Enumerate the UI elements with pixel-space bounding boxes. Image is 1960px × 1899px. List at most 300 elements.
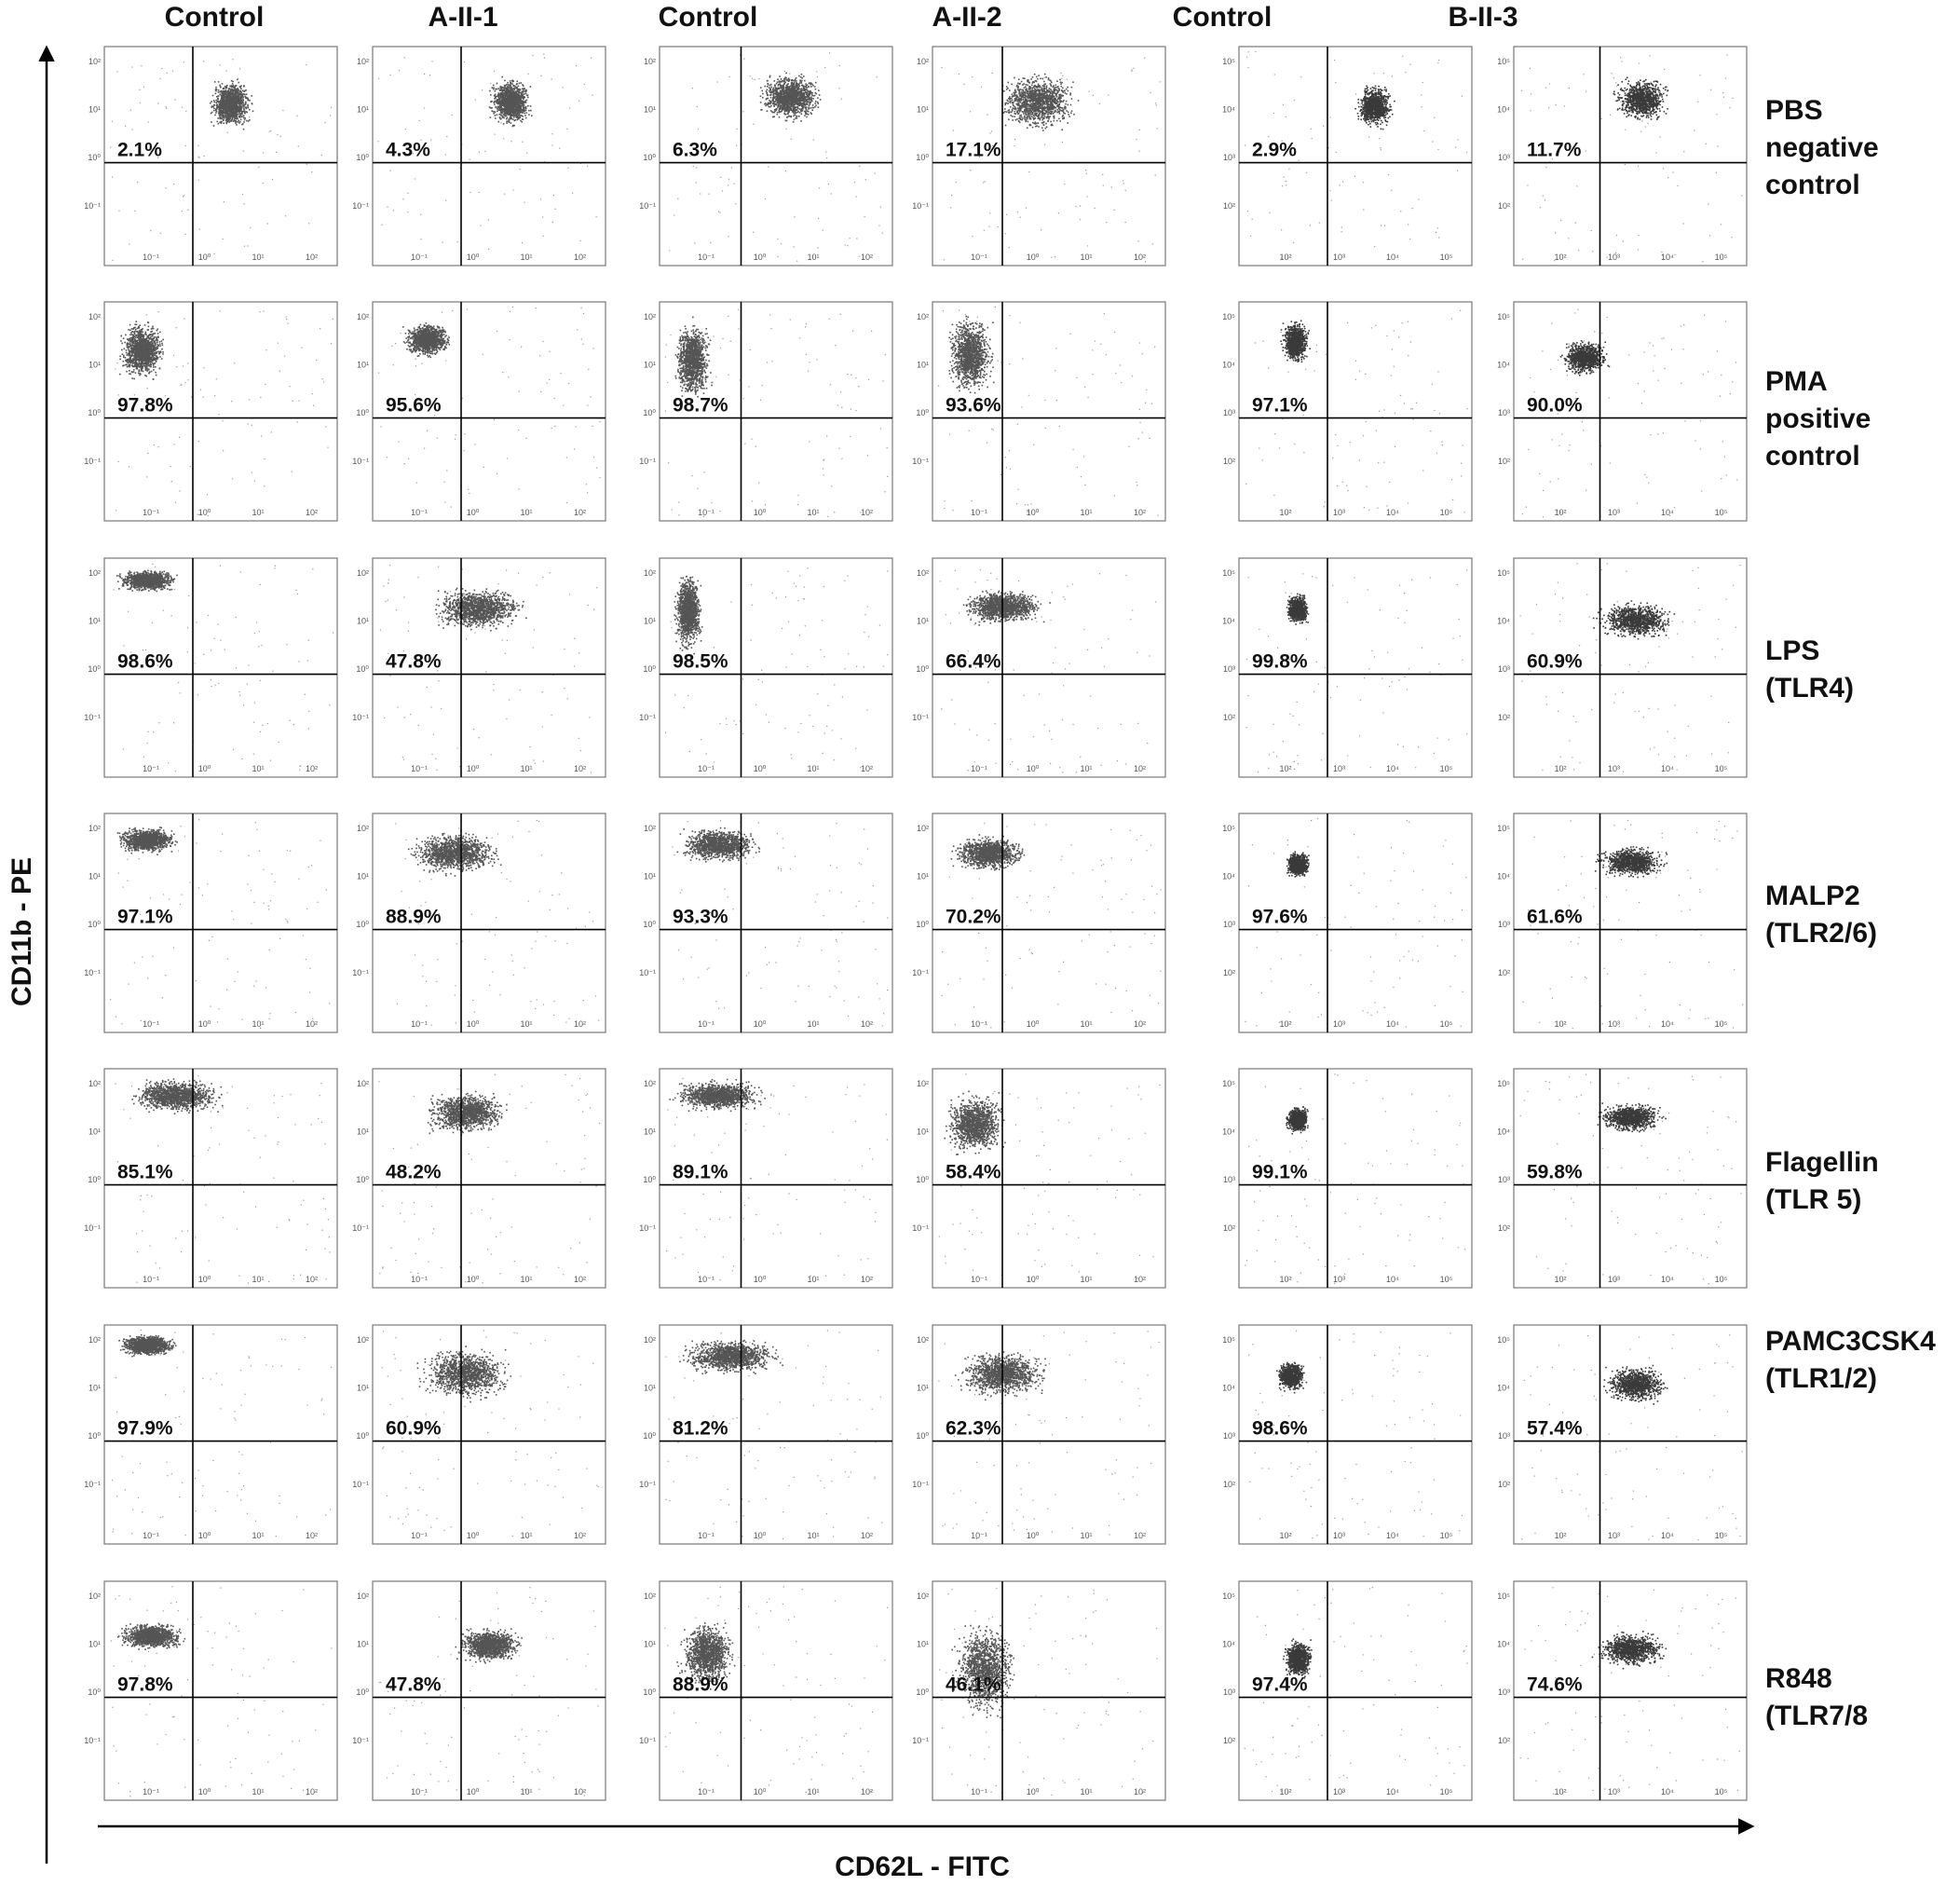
y-tick-label: 10² (1498, 1480, 1510, 1489)
plot-frame (104, 302, 337, 521)
y-tick-label: 10² (644, 1335, 656, 1345)
y-tick-label: 10² (917, 824, 929, 833)
y-tick-label: 10² (1498, 201, 1510, 211)
dot-plot-r3-c4 (912, 558, 1165, 777)
x-tick-label: 10² (1279, 1531, 1291, 1540)
plot-frame (932, 47, 1165, 266)
x-tick-label: 10¹ (252, 508, 264, 517)
x-tick-label: 10² (574, 764, 586, 773)
quadrant-percent-label: 57.4% (1527, 1418, 1583, 1440)
scatter-points (1521, 1334, 1743, 1540)
x-tick-label: 10⁰ (1027, 1787, 1040, 1797)
dot-plot-r2-c1 (84, 302, 337, 521)
x-tick-label: 10¹ (520, 1531, 532, 1540)
x-tick-label: 10⁵ (1715, 253, 1728, 262)
x-tick-label: 10² (1554, 1531, 1566, 1540)
y-tick-label: 10² (357, 57, 369, 66)
quadrant-percent-label: 98.6% (117, 651, 173, 673)
scatter-points (941, 58, 1161, 263)
x-tick-label: 10⁰ (1027, 1531, 1040, 1540)
x-tick-label: 10⁰ (754, 764, 767, 773)
x-tick-label: 10⁰ (467, 253, 480, 262)
y-tick-label: 10⁰ (88, 1431, 101, 1441)
x-tick-label: 10⁴ (1386, 1275, 1399, 1284)
x-tick-label: 10⁴ (1661, 508, 1674, 517)
x-tick-label: 10⁵ (1440, 764, 1453, 773)
scatter-points (378, 1074, 600, 1284)
scatter-points (1520, 1074, 1742, 1285)
x-tick-label: 10² (1554, 253, 1566, 262)
x-tick-label: 10⁻¹ (971, 1275, 987, 1284)
x-tick-label: 10³ (1608, 764, 1620, 773)
x-tick-label: 10³ (1333, 1275, 1345, 1284)
x-tick-label: 10³ (1333, 1531, 1345, 1540)
y-tick-label: 10⁰ (88, 920, 101, 929)
x-tick-label: 10³ (1333, 1787, 1345, 1797)
y-tick-label: 10⁵ (1497, 1592, 1510, 1601)
x-tick-label: 10⁵ (1715, 1787, 1728, 1797)
y-tick-label: 10² (1223, 968, 1235, 977)
column-header-6: B-II-3 (1362, 2, 1604, 34)
y-tick-label: 10¹ (644, 872, 656, 881)
x-tick-label: 10⁰ (1027, 253, 1040, 262)
x-tick-label: 10² (1134, 764, 1146, 773)
x-tick-label: 10⁴ (1661, 253, 1674, 262)
y-tick-label: 10⁰ (356, 920, 369, 929)
x-tick-label: 10⁻¹ (698, 1787, 715, 1797)
x-axis-title: CD62L - FITC (835, 1851, 1010, 1883)
x-tick-label: 10⁰ (198, 253, 211, 262)
y-tick-label: 10⁰ (88, 1175, 101, 1184)
x-tick-label: 10² (306, 508, 318, 517)
scatter-points (940, 569, 1157, 773)
scatter-points (112, 1330, 332, 1537)
x-tick-label: 10¹ (520, 1787, 532, 1797)
y-tick-label: 10⁻¹ (352, 457, 369, 466)
plot-frame (1514, 1069, 1747, 1288)
x-tick-label: 10² (306, 1275, 318, 1284)
quadrant-percent-label: 6.3% (673, 140, 717, 161)
y-tick-label: 10⁵ (1497, 568, 1510, 578)
y-tick-label: 10⁴ (1497, 105, 1510, 115)
dot-plot-r6-c1 (84, 1325, 337, 1544)
y-tick-label: 10⁴ (1497, 872, 1510, 881)
scatter-points (669, 52, 883, 261)
y-tick-label: 10² (1223, 1223, 1235, 1233)
x-tick-label: 10⁻¹ (698, 253, 715, 262)
x-tick-label: 10² (574, 1019, 586, 1029)
x-tick-label: 10² (1279, 1019, 1291, 1029)
y-tick-label: 10⁵ (1497, 1335, 1510, 1345)
dot-plot-r4-c5 (1222, 813, 1472, 1032)
x-tick-label: 10¹ (807, 1275, 819, 1284)
x-tick-label: 10² (861, 1275, 873, 1284)
y-tick-label: 10² (88, 824, 101, 833)
x-tick-label: 10¹ (807, 253, 819, 262)
x-tick-label: 10⁰ (467, 1531, 480, 1540)
y-tick-label: 10¹ (88, 1384, 101, 1393)
y-tick-label: 10² (917, 1335, 929, 1345)
plot-frame (660, 813, 892, 1032)
scatter-points (380, 565, 598, 773)
y-tick-label: 10³ (1223, 664, 1235, 674)
dot-plot-r6-c2 (352, 1325, 606, 1544)
x-tick-label: 10³ (1333, 1019, 1345, 1029)
quadrant-percent-label: 4.3% (386, 140, 430, 161)
y-tick-label: 10³ (1223, 408, 1235, 417)
y-tick-label: 10¹ (88, 1640, 101, 1649)
y-tick-label: 10¹ (357, 872, 369, 881)
quadrant-percent-label: 61.6% (1527, 907, 1583, 928)
y-tick-label: 10⁰ (643, 408, 656, 417)
x-tick-label: 10³ (1608, 253, 1620, 262)
y-tick-label: 10² (917, 57, 929, 66)
x-tick-label: 10¹ (1080, 508, 1092, 517)
plot-frame (104, 1581, 337, 1800)
quadrant-percent-label: 2.1% (117, 140, 162, 161)
x-tick-label: 10⁻¹ (971, 508, 987, 517)
y-tick-label: 10¹ (357, 105, 369, 115)
dot-plot-r4-c1 (84, 813, 337, 1032)
x-tick-label: 10² (574, 1787, 586, 1797)
scatter-points (1248, 1331, 1463, 1539)
y-axis-title: CD11b - PE (7, 857, 38, 1006)
x-tick-label: 10² (574, 1275, 586, 1284)
y-tick-label: 10⁰ (356, 153, 369, 162)
x-tick-label: 10³ (1608, 1019, 1620, 1029)
y-tick-label: 10⁻¹ (912, 713, 929, 722)
y-tick-label: 10² (88, 1592, 101, 1601)
x-tick-label: 10³ (1608, 508, 1620, 517)
quadrant-percent-label: 98.5% (673, 651, 728, 673)
dot-plot-r5-c3 (639, 1069, 892, 1288)
y-tick-label: 10¹ (88, 361, 101, 370)
y-tick-label: 10² (1223, 201, 1235, 211)
x-tick-label: 10² (1134, 1275, 1146, 1284)
x-tick-label: 10⁻¹ (143, 1275, 159, 1284)
scatter-points (665, 1330, 882, 1539)
plot-frame (104, 1325, 337, 1544)
dot-plot-r2-c5 (1222, 302, 1472, 521)
dot-plot-r7-c4 (912, 1581, 1165, 1800)
y-tick-label: 10² (88, 568, 101, 578)
y-tick-label: 10⁵ (1222, 568, 1235, 578)
x-tick-label: 10¹ (252, 1275, 264, 1284)
x-tick-label: 10⁰ (1027, 508, 1040, 517)
x-tick-label: 10¹ (252, 1019, 264, 1029)
dot-plot-r7-c3 (639, 1581, 892, 1800)
y-tick-label: 10⁵ (1222, 312, 1235, 321)
y-tick-label: 10⁻¹ (639, 968, 656, 977)
y-tick-label: 10⁰ (916, 664, 929, 674)
x-tick-label: 10⁵ (1715, 1019, 1728, 1029)
dot-plot-r4-c3 (639, 813, 892, 1032)
dot-plot-r7-c5 (1222, 1581, 1472, 1800)
x-tick-label: 10² (1279, 1787, 1291, 1797)
x-tick-label: 10² (1554, 508, 1566, 517)
scatter-points (664, 1586, 888, 1793)
y-tick-label: 10⁰ (916, 1431, 929, 1441)
x-tick-label: 10⁴ (1661, 1275, 1674, 1284)
x-tick-label: 10⁰ (198, 764, 211, 773)
quadrant-percent-label: 58.4% (946, 1162, 1001, 1183)
quadrant-percent-label: 47.8% (386, 651, 442, 673)
y-tick-label: 10⁻¹ (84, 457, 101, 466)
x-tick-label: 10⁴ (1386, 508, 1399, 517)
y-tick-label: 10¹ (357, 1640, 369, 1649)
scatter-points (378, 307, 601, 508)
x-tick-label: 10⁰ (467, 1787, 480, 1797)
y-tick-label: 10² (357, 824, 369, 833)
plot-frame (373, 558, 606, 777)
dot-plot-r2-c2 (352, 302, 606, 521)
plot-frame (1514, 302, 1747, 521)
dot-plot-r7-c1 (84, 1581, 337, 1800)
x-tick-label: 10² (306, 1787, 318, 1797)
x-tick-label: 10³ (1333, 508, 1345, 517)
x-tick-label: 10² (1554, 764, 1566, 773)
y-tick-label: 10² (88, 57, 101, 66)
y-tick-label: 10² (1498, 457, 1510, 466)
plot-frame (1239, 47, 1472, 266)
x-tick-label: 10⁻¹ (698, 508, 715, 517)
x-tick-label: 10¹ (520, 1019, 532, 1029)
dot-plot-r7-c2 (352, 1581, 606, 1800)
y-tick-label: 10² (357, 312, 369, 321)
y-tick-label: 10⁰ (643, 1431, 656, 1441)
quadrant-percent-label: 97.1% (117, 907, 173, 928)
plot-frame (660, 1581, 892, 1800)
x-tick-label: 10¹ (252, 1531, 264, 1540)
quadrant-percent-label: 59.8% (1527, 1162, 1583, 1183)
plot-frame (932, 1325, 1165, 1544)
y-tick-label: 10⁰ (916, 153, 929, 162)
scatter-points (938, 307, 1159, 516)
row-label-4: MALP2 (TLR2/6) (1765, 878, 1956, 952)
quadrant-percent-label: 66.4% (946, 651, 1001, 673)
x-tick-label: 10¹ (1080, 1019, 1092, 1029)
x-tick-label: 10⁵ (1440, 1275, 1453, 1284)
x-tick-label: 10⁰ (467, 508, 480, 517)
plot-frame (373, 813, 606, 1032)
quadrant-percent-label: 2.9% (1252, 140, 1297, 161)
x-tick-label: 10⁻¹ (698, 764, 715, 773)
x-tick-label: 10⁰ (754, 1787, 767, 1797)
scatter-points (939, 1073, 1161, 1282)
y-tick-label: 10² (917, 568, 929, 578)
dot-plot-r1-c3 (639, 47, 892, 266)
x-tick-label: 10⁰ (198, 1531, 211, 1540)
y-tick-label: 10¹ (357, 361, 369, 370)
y-tick-label: 10⁻¹ (639, 713, 656, 722)
x-tick-label: 10⁰ (198, 1019, 211, 1029)
plot-frame (1514, 558, 1747, 777)
dot-plot-r3-c3 (639, 558, 892, 777)
y-tick-label: 10⁰ (88, 153, 101, 162)
y-tick-label: 10⁰ (88, 408, 101, 417)
x-tick-label: 10⁻¹ (411, 253, 428, 262)
y-tick-label: 10⁰ (643, 153, 656, 162)
quadrant-percent-label: 95.6% (386, 395, 442, 417)
plot-frame (373, 1581, 606, 1800)
x-tick-label: 10⁻¹ (698, 1531, 715, 1540)
x-tick-label: 10⁵ (1715, 764, 1728, 773)
dot-plot-r6-c5 (1222, 1325, 1472, 1544)
plot-frame (1514, 1581, 1747, 1800)
y-tick-label: 10⁴ (1497, 1127, 1510, 1137)
y-tick-label: 10¹ (917, 872, 929, 881)
y-tick-label: 10⁰ (916, 1687, 929, 1697)
x-tick-label: 10⁰ (754, 1531, 767, 1540)
y-tick-label: 10⁴ (1497, 617, 1510, 626)
x-tick-label: 10⁴ (1386, 1019, 1399, 1029)
y-tick-label: 10³ (1223, 1175, 1235, 1184)
scatter-points (665, 567, 889, 768)
x-tick-label: 10⁻¹ (971, 764, 987, 773)
column-header-4: A-II-2 (846, 2, 1088, 34)
x-tick-label: 10² (1134, 1019, 1146, 1029)
y-tick-label: 10⁵ (1222, 57, 1235, 66)
dot-plot-r6-c6 (1497, 1325, 1747, 1544)
y-tick-label: 10⁴ (1222, 361, 1235, 370)
y-tick-label: 10⁻¹ (912, 968, 929, 977)
x-tick-label: 10⁵ (1440, 1531, 1453, 1540)
quadrant-percent-label: 99.8% (1252, 651, 1308, 673)
x-tick-label: 10⁻¹ (698, 1275, 715, 1284)
x-tick-label: 10² (1554, 1019, 1566, 1029)
x-tick-label: 10⁻¹ (971, 1531, 987, 1540)
y-tick-label: 10¹ (644, 1384, 656, 1393)
x-tick-label: 10⁰ (754, 508, 767, 517)
y-tick-label: 10² (1498, 1223, 1510, 1233)
x-tick-label: 10¹ (252, 253, 264, 262)
x-tick-label: 10⁵ (1440, 508, 1453, 517)
y-tick-label: 10³ (1223, 1431, 1235, 1441)
y-tick-label: 10¹ (357, 617, 369, 626)
quadrant-percent-label: 60.9% (1527, 651, 1583, 673)
plot-frame (1239, 813, 1472, 1032)
y-tick-label: 10⁴ (1497, 1384, 1510, 1393)
dot-plot-r5-c6 (1497, 1069, 1747, 1288)
quadrant-percent-label: 88.9% (386, 907, 442, 928)
plot-frame (373, 1325, 606, 1544)
quadrant-percent-label: 88.9% (673, 1674, 728, 1696)
y-tick-label: 10² (1223, 713, 1235, 722)
plot-frame (932, 1581, 1165, 1800)
x-tick-label: 10⁰ (1027, 1019, 1040, 1029)
column-header-3: Control (587, 2, 829, 34)
plot-frame (932, 813, 1165, 1032)
dot-plot-r3-c1 (84, 558, 337, 777)
y-tick-label: 10⁴ (1222, 1640, 1235, 1649)
plot-frame (373, 1069, 606, 1288)
x-tick-label: 10¹ (252, 764, 264, 773)
y-tick-label: 10² (88, 1079, 101, 1088)
y-tick-label: 10⁻¹ (352, 713, 369, 722)
x-tick-label: 10⁰ (198, 508, 211, 517)
scatter-points (1520, 1587, 1740, 1794)
quadrant-percent-label: 90.0% (1527, 395, 1583, 417)
x-tick-label: 10¹ (807, 508, 819, 517)
dot-plot-r5-c1 (84, 1069, 337, 1288)
y-tick-label: 10⁰ (88, 1687, 101, 1697)
y-tick-label: 10⁴ (1222, 1384, 1235, 1393)
scatter-points (378, 54, 597, 261)
x-tick-label: 10⁴ (1661, 764, 1674, 773)
quadrant-percent-label: 97.1% (1252, 395, 1308, 417)
y-tick-label: 10⁻¹ (639, 1223, 656, 1233)
quadrant-percent-label: 62.3% (946, 1418, 1001, 1440)
x-tick-label: 10⁻¹ (971, 1787, 987, 1797)
y-tick-label: 10⁰ (356, 1687, 369, 1697)
plot-frame (1514, 1325, 1747, 1544)
y-tick-label: 10⁻¹ (84, 1736, 101, 1745)
x-tick-label: 10⁰ (754, 253, 767, 262)
y-tick-label: 10⁵ (1497, 312, 1510, 321)
y-tick-label: 10³ (1223, 920, 1235, 929)
row-label-1: PBS negative control (1765, 92, 1956, 204)
plot-frame (104, 813, 337, 1032)
x-tick-label: 10² (1554, 1275, 1566, 1284)
scatter-points (939, 1588, 1158, 1796)
y-tick-label: 10¹ (917, 361, 929, 370)
x-tick-label: 10² (861, 1787, 873, 1797)
x-tick-label: 10² (1554, 1787, 1566, 1797)
y-tick-label: 10⁴ (1222, 617, 1235, 626)
x-tick-label: 10⁵ (1440, 253, 1453, 262)
x-tick-label: 10⁵ (1715, 1531, 1728, 1540)
y-tick-label: 10⁻¹ (639, 1736, 656, 1745)
y-tick-label: 10¹ (644, 1640, 656, 1649)
x-tick-label: 10¹ (1080, 1787, 1092, 1797)
y-tick-label: 10² (1498, 713, 1510, 722)
quadrant-percent-label: 89.1% (673, 1162, 728, 1183)
x-tick-label: 10¹ (520, 253, 532, 262)
dot-plot-r1-c5 (1222, 47, 1472, 266)
x-tick-label: 10⁻¹ (411, 1531, 428, 1540)
scatter-points (1521, 54, 1743, 262)
y-tick-label: 10² (644, 568, 656, 578)
quadrant-percent-label: 93.3% (673, 907, 728, 928)
x-tick-label: 10² (1279, 508, 1291, 517)
scatter-points (666, 1078, 888, 1281)
x-tick-label: 10⁻¹ (411, 764, 428, 773)
y-tick-label: 10³ (1223, 1687, 1235, 1697)
quadrant-percent-label: 46.1% (946, 1674, 1001, 1696)
y-tick-label: 10² (644, 312, 656, 321)
quadrant-percent-label: 93.6% (946, 395, 1001, 417)
y-tick-label: 10² (917, 1592, 929, 1601)
x-tick-label: 10⁻¹ (143, 508, 159, 517)
x-tick-label: 10¹ (520, 1275, 532, 1284)
scatter-points (115, 1075, 330, 1284)
y-tick-label: 10² (917, 312, 929, 321)
plot-frame (373, 302, 606, 521)
dot-plot-r2-c4 (912, 302, 1165, 521)
y-tick-label: 10² (357, 1335, 369, 1345)
y-tick-label: 10⁻¹ (84, 1223, 101, 1233)
x-tick-label: 10² (1134, 508, 1146, 517)
x-tick-label: 10⁻¹ (411, 1019, 428, 1029)
quadrant-percent-label: 97.8% (117, 1674, 173, 1696)
y-tick-label: 10³ (1498, 408, 1510, 417)
y-tick-label: 10⁻¹ (352, 1480, 369, 1489)
plot-frame (660, 1069, 892, 1288)
x-tick-label: 10¹ (807, 1531, 819, 1540)
quadrant-percent-label: 85.1% (117, 1162, 173, 1183)
x-tick-label: 10⁰ (1027, 1275, 1040, 1284)
y-tick-label: 10⁰ (643, 664, 656, 674)
